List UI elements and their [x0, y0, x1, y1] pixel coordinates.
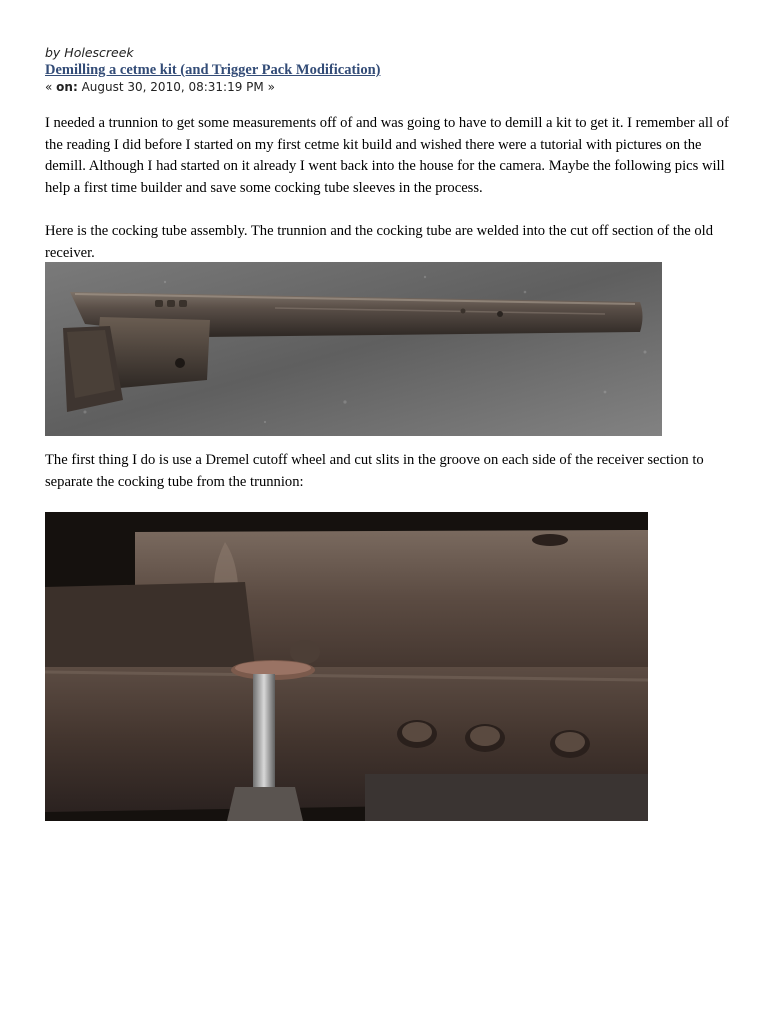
post-date [45, 80, 275, 94]
tube-assembly-paragraph: Here is the cocking tube assembly. The trunnion and the cocking tube are welded into the cut off section of the old receiver. [45, 223, 714, 261]
cocking-tube-assembly-photo [45, 262, 662, 436]
dremel-step-paragraph: The first thing I do is use a Dremel cutoff wheel and cut slits in the groove on each side of the receiver section to separate the cocking tube from the trunnion: [45, 452, 704, 490]
post-author: by Holescreek [45, 45, 134, 60]
post-title-link[interactable]: Demilling a cetme kit (and Trigger Pack Modification) [45, 62, 381, 78]
dremel-cutoff-wheel-photo [45, 512, 648, 821]
date-prefix: « [45, 80, 53, 94]
date-value: August 30, 2010, 08:31:19 PM [81, 80, 264, 94]
date-label: on: [56, 80, 78, 94]
date-suffix: » [267, 80, 275, 94]
intro-paragraph: I needed a trunnion to get some measurements off of and was going to have to demill a kit to get it. I remember all of the reading I did before I started on my first cetme kit build and wished there were a tutorial with pictures on the demill. Although I had started on it already I went back into the house for the camera. Maybe the following pics will help a first time builder and save some cocking tube sleeves in the process. [45, 115, 729, 196]
